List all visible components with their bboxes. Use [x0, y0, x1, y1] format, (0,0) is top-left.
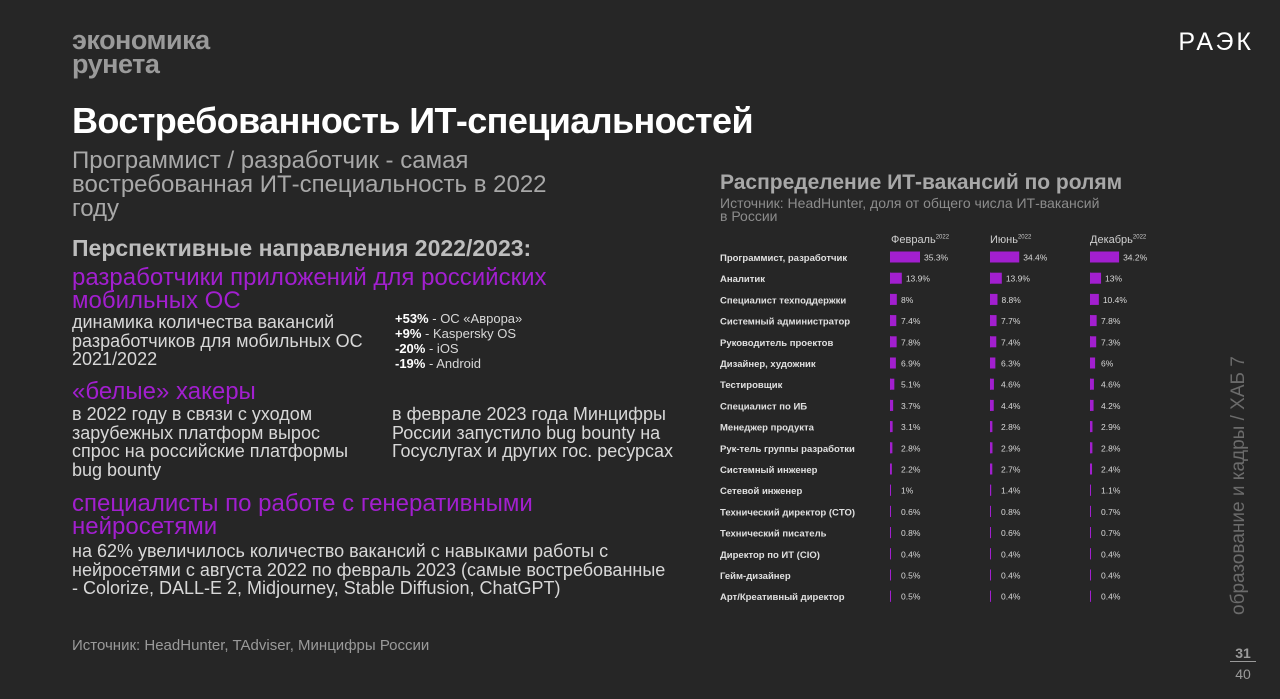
- stat-aurora: +53% - ОС «Аврора»: [395, 311, 523, 326]
- bar: [890, 379, 894, 390]
- bar-value-label: 2.7%: [1001, 464, 1021, 475]
- category-label: Тестировщик: [720, 380, 783, 392]
- bar-value-label: 0.4%: [1001, 549, 1021, 560]
- bar: [1090, 315, 1097, 326]
- bar-value-label: 2.4%: [1101, 464, 1121, 475]
- bar-value-label: 0.8%: [1001, 506, 1021, 517]
- bar-value-label: 0.5%: [901, 591, 921, 602]
- bar-value-label: 8.8%: [1001, 294, 1021, 305]
- bar-value-label: 1.1%: [1101, 485, 1121, 496]
- source-note: Источник: HeadHunter, TAdviser, Минцифры России: [72, 637, 430, 654]
- category-label: Системный инженер: [720, 465, 818, 476]
- bar-value-label: 0.4%: [1101, 570, 1121, 581]
- page-title: Востребованность ИТ-специальностей: [72, 100, 753, 141]
- neural-heading: специалисты по работе с генеративными нейросетями: [72, 490, 533, 540]
- category-label: Сетевой инженер: [720, 486, 803, 498]
- logo-line-2: рунета: [72, 49, 160, 79]
- bar: [1090, 591, 1091, 602]
- roles-bar-chart: [700, 244, 1220, 606]
- bar-value-label: 0.6%: [1001, 528, 1021, 539]
- bar: [990, 379, 994, 390]
- bar-value-label: 6.9%: [901, 358, 921, 369]
- bar-value-label: 2.8%: [1101, 443, 1121, 454]
- bar-value-label: 10.4%: [1102, 294, 1127, 305]
- section-vertical-label: образование и кадры / ХАБ 7: [1228, 356, 1249, 615]
- page-number: 31: [1230, 645, 1256, 662]
- page-total: 40: [1235, 666, 1251, 682]
- bar: [1090, 400, 1094, 411]
- category-label: Системный администратор: [720, 316, 851, 328]
- category-label: Технический писатель: [720, 528, 827, 540]
- column-header-dec: Декабрь$^{2022}$: [1090, 234, 1147, 246]
- bar: [890, 464, 892, 475]
- category-label: Руководитель проектов: [720, 337, 834, 349]
- bar-value-label: 0.4%: [1001, 591, 1021, 602]
- bar: [1090, 527, 1091, 538]
- column-header-feb: Февраль$^{2022}$: [891, 234, 950, 246]
- bar-value-label: 7.8%: [1101, 316, 1121, 327]
- bar-value-label: 6.3%: [1001, 358, 1021, 369]
- bar-value-label: 3.1%: [901, 422, 921, 433]
- bar: [890, 485, 891, 496]
- bar: [890, 570, 891, 581]
- bar-value-label: 0.6%: [901, 506, 921, 517]
- bar: [990, 591, 991, 602]
- bar-value-label: 4.6%: [1101, 379, 1121, 390]
- category-label: Программист, разработчик: [720, 253, 848, 264]
- bar: [890, 252, 920, 263]
- bar: [890, 315, 896, 326]
- bar: [1090, 421, 1092, 432]
- bar-value-label: 6%: [1101, 358, 1114, 369]
- category-label: Специалист техподдержки: [720, 295, 847, 307]
- bar: [890, 442, 892, 453]
- bar-value-label: 2.8%: [901, 443, 921, 454]
- bar: [1090, 252, 1119, 263]
- bar-value-label: 7.8%: [901, 337, 921, 348]
- bar: [890, 591, 891, 602]
- bar: [990, 336, 996, 347]
- bar: [990, 315, 997, 326]
- bar: [990, 570, 991, 581]
- bar: [990, 294, 997, 305]
- bar-value-label: 2.2%: [901, 464, 921, 475]
- bar-value-label: 0.4%: [901, 549, 921, 560]
- bar: [1090, 294, 1099, 305]
- bar-value-label: 1%: [901, 485, 914, 496]
- bar: [1090, 548, 1091, 559]
- hackers-desc-left: в 2022 году в связи с уходом зарубежных платформ вырос спрос на российские платформы bug bounty: [72, 404, 349, 480]
- bar: [1090, 464, 1092, 475]
- economy-runet-logo: [72, 25, 210, 79]
- bar: [990, 548, 991, 559]
- chart-title: Распределение ИТ-вакансий по ролям: [720, 171, 1123, 194]
- bar: [890, 548, 891, 559]
- bar-value-label: 0.7%: [1101, 506, 1121, 517]
- bar-value-label: 5.1%: [901, 379, 921, 390]
- bar: [890, 273, 902, 284]
- bar-value-label: 3.7%: [901, 400, 921, 411]
- bar-value-label: 0.4%: [1101, 549, 1121, 560]
- bar: [990, 464, 992, 475]
- bar: [990, 358, 995, 369]
- bar-value-label: 13.9%: [905, 273, 930, 284]
- chart-subtitle: Источник: HeadHunter, доля от общего числа ИТ-вакансий в России: [720, 195, 1100, 224]
- bar: [1090, 336, 1096, 347]
- bar: [990, 527, 991, 538]
- mobile-heading: разработчики приложений для российских мобильных ОС: [72, 264, 547, 314]
- bar: [990, 485, 991, 496]
- bar: [890, 527, 891, 538]
- category-label: Директор по ИТ (CIO): [720, 549, 820, 561]
- bar-value-label: 1.4%: [1001, 485, 1021, 496]
- bar: [1090, 379, 1094, 390]
- bar: [1090, 570, 1091, 581]
- bar: [990, 252, 1019, 263]
- bar: [1090, 273, 1101, 284]
- perspective-title: Перспективные направления 2022/2023:: [72, 235, 532, 261]
- bar: [890, 336, 897, 347]
- bar: [890, 421, 893, 432]
- bar-value-label: 34.4%: [1023, 252, 1048, 263]
- stat-ios: -20% - iOS: [395, 341, 459, 356]
- mobile-desc: динамика количества вакансий разработчиков для мобильных ОС 2021/2022: [72, 312, 363, 369]
- bar-value-label: 7.4%: [1001, 337, 1021, 348]
- bar: [990, 273, 1002, 284]
- bar-value-label: 0.8%: [901, 528, 921, 539]
- bar-value-label: 0.7%: [1101, 528, 1121, 539]
- bar-value-label: 34.2%: [1123, 252, 1148, 263]
- page-subtitle: Программист / разработчик - самая востребованная ИТ-специальность в 2022 году: [72, 147, 547, 222]
- logo-line-1: экономика: [72, 25, 210, 55]
- bar-value-label: 0.4%: [1001, 570, 1021, 581]
- stat-kaspersky: +9% - Kaspersky OS: [395, 326, 517, 341]
- bar: [990, 400, 994, 411]
- bar-value-label: 4.6%: [1001, 379, 1021, 390]
- mobile-stats: [395, 311, 522, 371]
- bar-value-label: 7.3%: [1101, 337, 1121, 348]
- bar: [1090, 506, 1091, 517]
- bar: [890, 506, 891, 517]
- bar-value-label: 0.5%: [901, 570, 921, 581]
- hackers-heading: «белые» хакеры: [72, 378, 256, 405]
- bar-value-label: 0.4%: [1101, 591, 1121, 602]
- category-label: Менеджер продукта: [720, 422, 814, 434]
- bar: [1090, 358, 1095, 369]
- bar: [990, 442, 992, 453]
- bar: [890, 400, 893, 411]
- category-label: Гейм-дизайнер: [720, 571, 791, 582]
- bar-value-label: 2.9%: [1101, 422, 1121, 433]
- bar: [990, 506, 991, 517]
- bar-value-label: 7.4%: [901, 316, 921, 327]
- category-label: Рук-тель группы разработки: [720, 443, 855, 455]
- bar-value-label: 13.9%: [1005, 273, 1030, 284]
- bar-value-label: 35.3%: [924, 252, 949, 263]
- bar-value-label: 8%: [901, 294, 914, 305]
- raec-logo: РАЭК: [1178, 28, 1254, 56]
- bar-value-label: 2.8%: [1001, 422, 1021, 433]
- bar-value-label: 4.2%: [1101, 400, 1121, 411]
- neural-desc: на 62% увеличилось количество вакансий с навыками работы с нейросетями с августа 2022 по февраль 2023 (самые востребованные - Colorize, DALL-E 2, Midjourney, Stable Diffusion, ChatGPT): [72, 541, 666, 598]
- category-label: Арт/Креативный директор: [720, 592, 845, 604]
- bar: [1090, 485, 1091, 496]
- bar-value-label: 2.9%: [1001, 443, 1021, 454]
- column-header-jun: Июнь$^{2022}$: [990, 234, 1032, 246]
- category-label: Дизайнер, художник: [720, 359, 816, 370]
- category-label: Технический директор (CTO): [720, 507, 856, 519]
- stat-android: -19% - Android: [395, 356, 482, 371]
- bar: [1090, 442, 1092, 453]
- category-label: Специалист по ИБ: [720, 401, 808, 413]
- bar-value-label: 13%: [1105, 273, 1123, 284]
- bar: [890, 358, 896, 369]
- bar-value-label: 4.4%: [1001, 400, 1021, 411]
- category-label: Аналитик: [720, 274, 766, 286]
- bar: [990, 421, 992, 432]
- hackers-desc-right: в феврале 2023 года Минцифры России запустило bug bounty на Госуслугах и других гос. ресурсах: [392, 404, 674, 461]
- bar: [890, 294, 897, 305]
- bar-value-label: 7.7%: [1001, 316, 1021, 327]
